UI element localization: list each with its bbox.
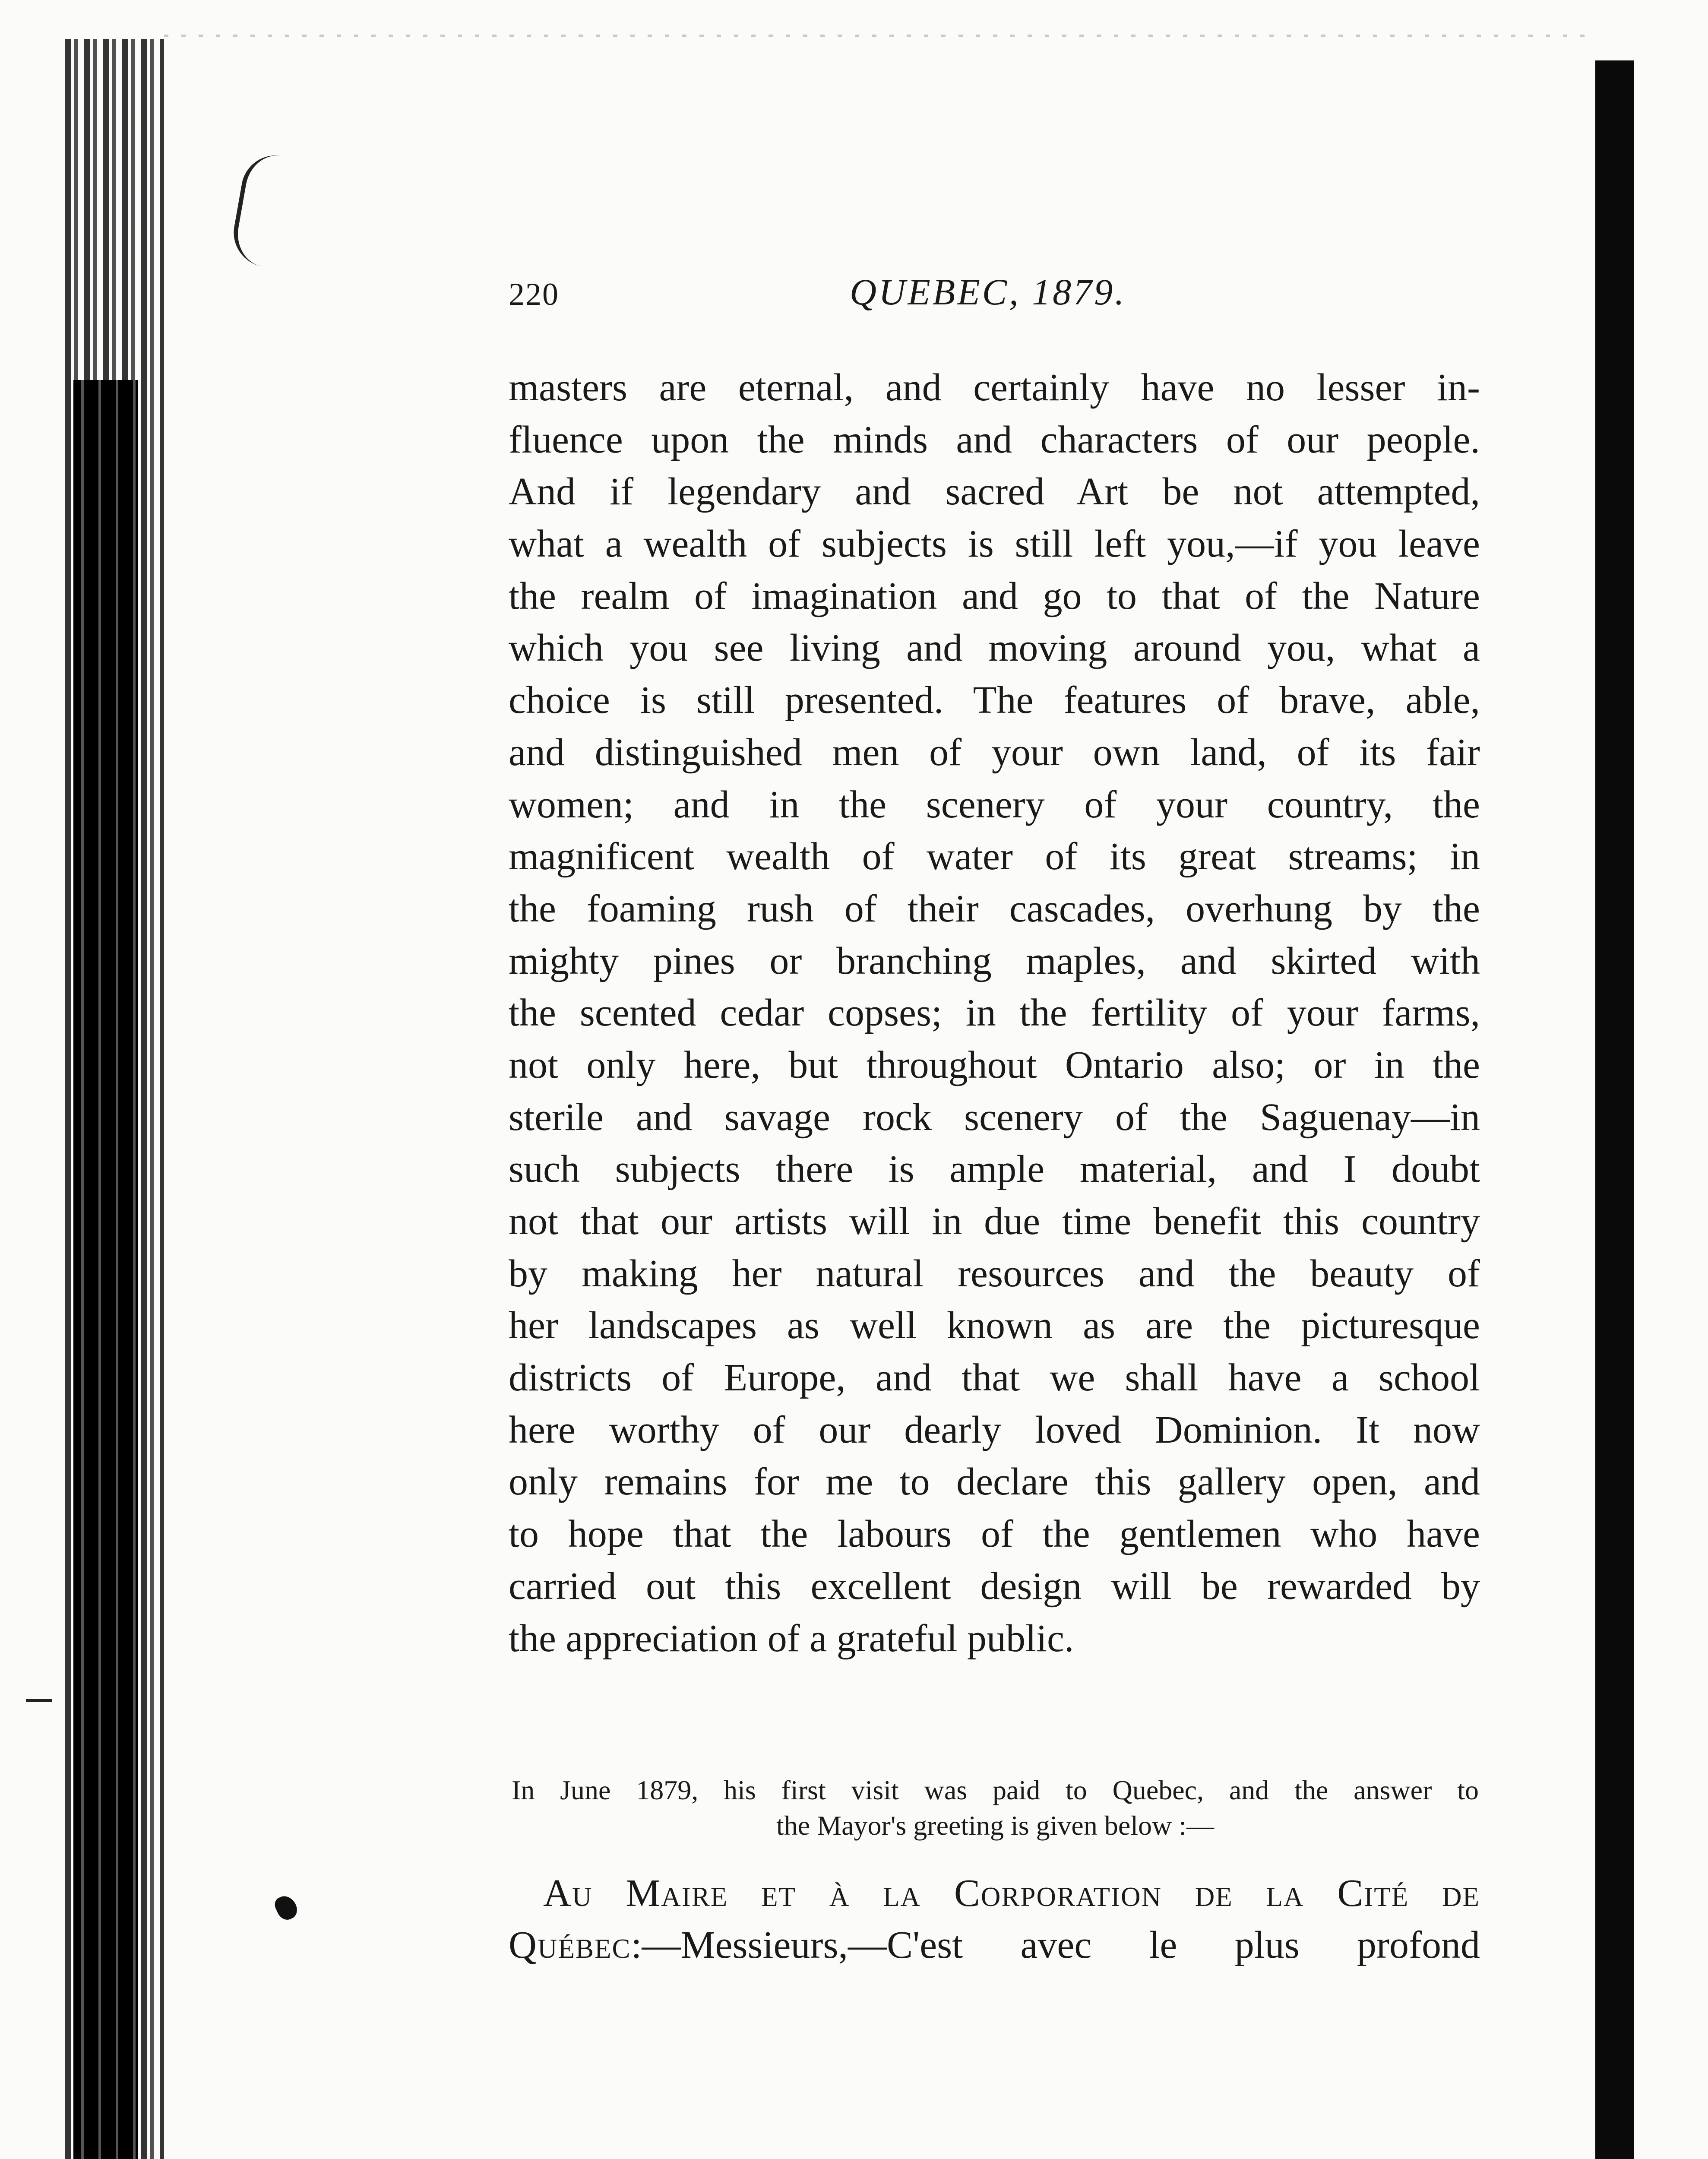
note-line: the Mayor's greeting is given below :— [776,1810,1214,1841]
text-line: to hope that the labours of the gentlemen who have [509,1513,1480,1556]
address-salutation: :—Messieurs,—C'est avec le plus profond [631,1924,1480,1966]
text-line: by making her natural resources and the beauty of [509,1252,1480,1295]
margin-tick-mark [26,1699,52,1702]
page-header [509,271,1480,320]
text-line: the scented cedar copses; in the fertility of your farms, [509,991,1480,1035]
ink-blot [272,1893,300,1923]
text-line: her landscapes as well known as are the picturesque [509,1304,1480,1347]
text-line: districts of Europe, and that we shall have a school [509,1356,1480,1399]
address-paragraph [509,1868,1480,1971]
scan-binding-right [1595,60,1634,2159]
text-line: only remains for me to declare this gallery open, and [509,1460,1480,1504]
text-line: which you see living and moving around you, what a [509,627,1480,670]
text-line: the foaming rush of their cascades, overhung by the [509,887,1480,930]
text-line: sterile and savage rock scenery of the Saguenay—in [509,1095,1480,1139]
text-line: what a wealth of subjects is still left you,—if you leave [509,522,1480,566]
text-line: choice is still presented. The features of brave, able, [509,679,1480,722]
page-number: 220 [509,277,559,312]
text-line: and distinguished men of your own land, of its fair [509,731,1480,774]
margin-pencil-mark [228,150,320,273]
text-line: the appreciation of a grateful public. [509,1617,1074,1660]
text-line: women; and in the scenery of your country, the [509,783,1480,826]
address-city: Québec [509,1924,631,1966]
text-line: mighty pines or branching maples, and skirted with [509,939,1480,982]
scan-edge-top [164,35,1589,37]
text-line: fluence upon the minds and characters of our people. [509,418,1480,461]
text-line: not only here, but throughout Ontario also; or in the [509,1043,1480,1086]
scan-binding-left-shadow [73,380,138,2159]
address-heading: Au Maire et à la Corporation de la Cité de [543,1872,1480,1915]
running-title: QUEBEC, 1879. [850,271,1126,313]
address-line [509,1919,1480,1971]
note-line: In June 1879, his first visit was paid to Quebec, and the answer to [512,1775,1479,1805]
body-paragraph [509,362,1480,1665]
text-line: such subjects there is ample material, and I doubt [509,1148,1480,1191]
text-line: the realm of imagination and go to that of the Nature [509,574,1480,617]
text-line: masters are eternal, and certainly have no lesser in- [509,366,1480,409]
text-line: And if legendary and sacred Art be not attempted, [509,470,1480,513]
text-line: magnificent wealth of water of its great streams; in [509,835,1480,878]
text-line: carried out this excellent design will be rewarded by [509,1564,1480,1608]
text-line: not that our artists will in due time benefit this country [509,1200,1480,1243]
intro-note [512,1773,1479,1843]
text-line: here worthy of our dearly loved Dominion. It now [509,1408,1480,1451]
